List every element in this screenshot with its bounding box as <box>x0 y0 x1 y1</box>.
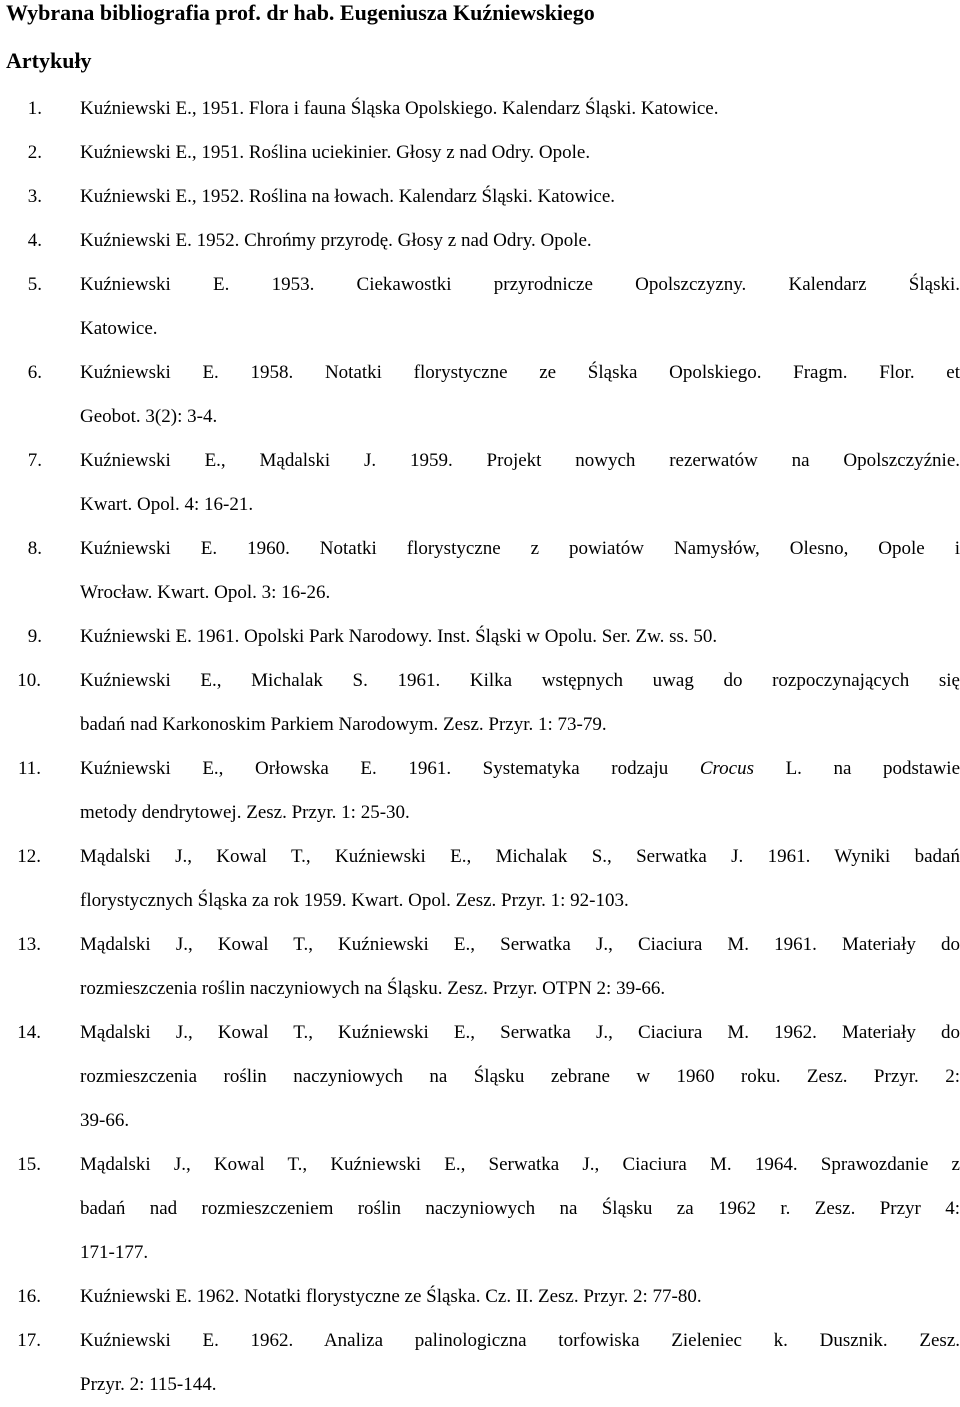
bibliography-entry <box>0 615 960 659</box>
bibliography-entry <box>0 527 960 615</box>
bibliography-entry <box>0 439 960 527</box>
entry-text-line: Kuźniewski E. 1962. Analiza palinologiczna torfowiska Zieleniec k. Dusznik. Zesz. <box>80 1330 960 1351</box>
entry-text-line: Wrocław. Kwart. Opol. 3: 16-26. <box>80 582 331 603</box>
entry-text-line: Kuźniewski E. 1961. Opolski Park Narodowy. Inst. Śląski w Opolu. Ser. Zw. ss. 50. <box>80 626 718 647</box>
bibliography-entry <box>0 351 960 439</box>
entry-text-line: Kuźniewski E. 1960. Notatki florystyczne z powiatów Namysłów, Olesno, Opole i <box>80 538 960 559</box>
entry-number: 1. <box>27 98 42 119</box>
entry-text-line: rozmieszczenia roślin naczyniowych na Śląsku. Zesz. Przyr. OTPN 2: 39-66. <box>80 978 666 999</box>
entry-text-line: Mądalski J., Kowal T., Kuźniewski E., Serwatka J., Ciaciura M. 1962. Materiały do <box>80 1022 960 1043</box>
entry-text-line: florystycznych Śląska za rok 1959. Kwart. Opol. Zesz. Przyr. 1: 92-103. <box>80 890 629 911</box>
entry-text-line: Mądalski J., Kowal T., Kuźniewski E., Serwatka J., Ciaciura M. 1964. Sprawozdanie z <box>80 1154 960 1175</box>
entry-text-line: Geobot. 3(2): 3-4. <box>80 406 218 427</box>
entry-text-line: Kwart. Opol. 4: 16-21. <box>80 494 254 515</box>
bibliography-entry <box>0 87 960 131</box>
entry-number: 8. <box>27 538 42 559</box>
entry-text-segment: Kuźniewski E., Orłowska E. 1961. Systematyka rodzaju <box>80 758 700 779</box>
bibliography-entry <box>0 1275 960 1319</box>
bibliography-entry <box>0 1143 960 1275</box>
bibliography-list <box>0 87 960 1407</box>
entry-text-line: Kuźniewski E., Michalak S. 1961. Kilka wstępnych uwag do rozpoczynających się <box>80 670 960 691</box>
entry-text-line: Kuźniewski E., 1952. Roślina na łowach. Kalendarz Śląski. Katowice. <box>80 186 616 207</box>
entry-number: 4. <box>27 230 42 251</box>
entry-number: 2. <box>27 142 42 163</box>
entry-number: 11. <box>17 758 41 779</box>
entry-text-line: Mądalski J., Kowal T., Kuźniewski E., Serwatka J., Ciaciura M. 1961. Materiały do <box>80 934 960 955</box>
entry-number: 7. <box>27 450 42 471</box>
entry-number: 3. <box>27 186 42 207</box>
entry-text-line: 171-177. <box>80 1242 149 1263</box>
bibliography-entry <box>0 219 960 263</box>
entry-text-line: 39-66. <box>80 1110 130 1131</box>
bibliography-entry <box>0 1319 960 1407</box>
entry-text-line: Kuźniewski E., 1951. Flora i fauna Śląska Opolskiego. Kalendarz Śląski. Katowice. <box>80 98 719 119</box>
bibliography-entry <box>0 835 960 923</box>
entry-number: 6. <box>27 362 42 383</box>
entry-text-line: rozmieszczenia roślin naczyniowych na Śląsku zebrane w 1960 roku. Zesz. Przyr. 2: <box>80 1066 960 1087</box>
bibliography-entry <box>0 659 960 747</box>
entry-text-line: Kuźniewski E. 1953. Ciekawostki przyrodnicze Opolszczyzny. Kalendarz Śląski. <box>80 274 960 295</box>
entry-number: 12. <box>17 846 41 867</box>
entry-text-line: Przyr. 2: 115-144. <box>80 1374 217 1395</box>
entry-text-line: badań nad rozmieszczeniem roślin naczyniowych na Śląsku za 1962 r. Zesz. Przyr 4: <box>80 1198 960 1219</box>
entry-text-line: Mądalski J., Kowal T., Kuźniewski E., Michalak S., Serwatka J. 1961. Wyniki badań <box>80 846 960 867</box>
entry-text-line <box>80 747 960 791</box>
entry-text-segment: L. na podstawie <box>754 758 960 779</box>
bibliography-entry <box>0 1011 960 1143</box>
bibliography-entry <box>0 263 960 351</box>
entry-text-line: Kuźniewski E., Mądalski J. 1959. Projekt nowych rezerwatów na Opolszczyźnie. <box>80 450 960 471</box>
entry-number: 17. <box>17 1330 41 1351</box>
bibliography-entry <box>0 131 960 175</box>
entry-number: 10. <box>17 670 41 691</box>
entry-number: 14. <box>17 1022 41 1043</box>
document-title: Wybrana bibliografia prof. dr hab. Eugeniusza Kuźniewskiego <box>6 0 595 25</box>
entry-text-line: Kuźniewski E. 1958. Notatki florystyczne ze Śląska Opolskiego. Fragm. Flor. et <box>80 362 960 383</box>
entry-number: 15. <box>17 1154 41 1175</box>
entry-number: 13. <box>17 934 41 955</box>
section-heading: Artykuły <box>6 48 92 73</box>
entry-text-line: Kuźniewski E. 1952. Chrońmy przyrodę. Głosy z nad Odry. Opole. <box>80 230 592 251</box>
entry-text-line: Katowice. <box>80 318 158 339</box>
taxon-name: Crocus <box>699 758 755 779</box>
entry-number: 5. <box>27 274 42 295</box>
entry-text-line: metody dendrytowej. Zesz. Przyr. 1: 25-30. <box>80 802 410 823</box>
entry-text-line: Kuźniewski E., 1951. Roślina uciekinier. Głosy z nad Odry. Opole. <box>80 142 591 163</box>
entry-text-line: badań nad Karkonoskim Parkiem Narodowym. Zesz. Przyr. 1: 73-79. <box>80 714 607 735</box>
bibliography-entry <box>0 923 960 1011</box>
entry-number: 16. <box>17 1286 41 1307</box>
bibliography-entry <box>0 175 960 219</box>
bibliography-entry <box>0 747 960 835</box>
entry-number: 9. <box>27 626 42 647</box>
entry-text-line: Kuźniewski E. 1962. Notatki florystyczne ze Śląska. Cz. II. Zesz. Przyr. 2: 77-80. <box>80 1286 702 1307</box>
